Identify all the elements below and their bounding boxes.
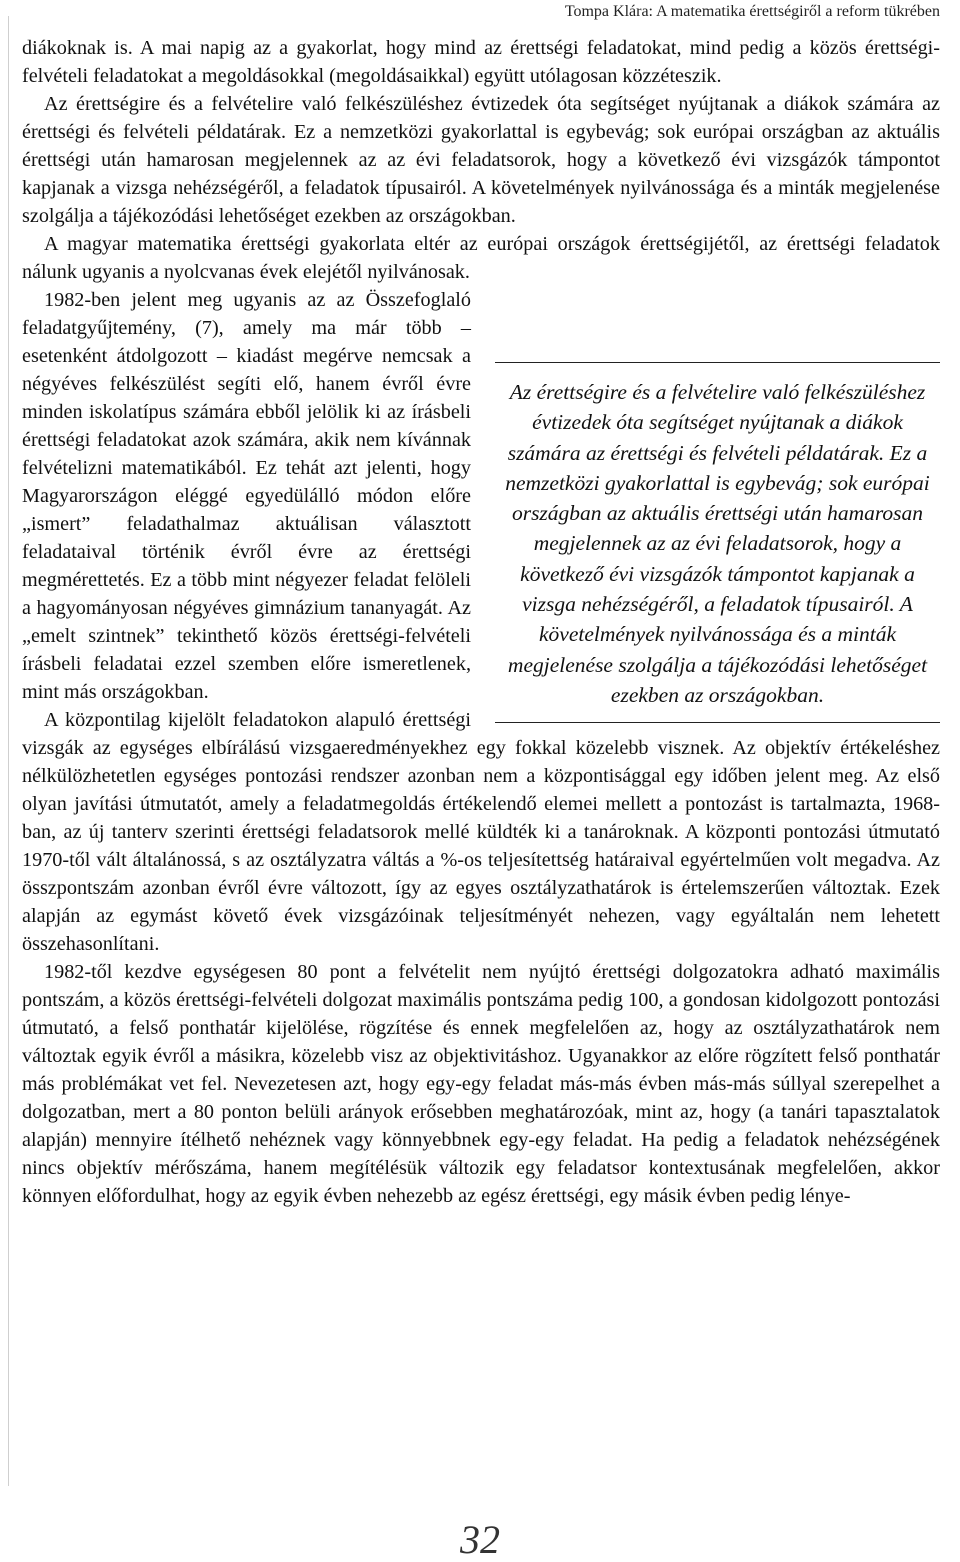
paragraph-3: A magyar matematika érettségi gyakorlata eltér az európai országok érettségijétől, az érettségi feladatok nálunk ugyanis a nyolcvanas évek elejétől nyilvánosak. <box>22 233 940 283</box>
margin-rule <box>8 16 9 1486</box>
paragraph-4: 1982-ben jelent meg ugyanis az az Összefoglaló feladatgyűjtemény, (7), amely ma már több – esetenként átdolgozott – kiadást megérve nemcsak a négyéves felkészülést segíti elő, hanem évről évre minden iskolatípus számára ebből jelölik ki az írásbeli érettségi feladatokat azok számára, akik nem kívánnak felvételizni matematikából. Ez tehát azt jelenti, hogy Magyarországon eléggé egyedülálló módon előre „ismert” feladathalmaz aktuálisan választott feladataival történik évről évre az érettségi megmérettetés. Ez a több mint négyezer feladat felöleli a hagyományosan négyéves gimnázium tananyagát. Az „emelt szintnek” tekinthető közös érettségi-felvételi írásbeli feladatai ezzel szemben előre ismeretlenek, mint más országokban. <box>22 289 471 703</box>
paragraph-5: A központilag kijelölt feladatokon alapuló érettségi vizsgák az egységes elbírálású vizsgaeredményekhez egy fokkal közelebb visznek. Az objektív értékeléshez nélkülözhetetlen egységes pontozási rendszer azonban nem a központisággal egy időben jelent meg. Az első olyan javítási útmutatót, amely a feladatmegoldás értékelendő elemei mellett a pontozást is tartalmazta, 1968-ban, az új tanterv szerinti érettségi feladatsorok mellé küldték ki a tanároknak. A központi pontozási útmutató 1970-től vált általánossá, s az osztályzatra váltás a %-os teljesítettség határaival egyértelműen volt megadva. Az összpontszám azonban évről évre változott, így az egyes osztályzathatárok is értelemszerűen változtak. Ezek alapján az egymást követő évek vizsgázóinak teljesítményét nehezen, vagy egyáltalán nem lehetett összehasonlítani. <box>22 709 940 955</box>
paragraph-2: Az érettségire és a felvételire való felkészüléshez évtizedek óta segítséget nyújtanak a diákok számára az érettségi és felvételi példatárak. Ez a nemzetközi gyakorlattal is egybevág; sok európai országban az aktuális érettségi után hamarosan megjelennek az az évi feladatsorok, hogy a következő évi vizsgázók támpontot kapjanak a vizsga nehézségéről, a feladatok típusairól. A követelmények nyilvánossága és a minták megjelenése szolgálja a tájékozódási lehetőséget ezekben az országokban. <box>22 93 940 227</box>
running-header: Tompa Klára: A matematika érettségiről a reform tükrében <box>564 3 940 20</box>
pull-quote: Az érettségire és a felvételire való felkészüléshez évtizedek óta segítséget nyújtanak a diákok számára az érettségi és felvételi példatárak. Ez a nemzetközi gyakorlattal is egybevág; sok európai országban az aktuális érettségi után hamarosan megjelennek az az évi feladatsorok, hogy a következő évi vizsgázók támpontot kapjanak a vizsga nehézségéről, a feladatok típusairól. A követelmények nyilvánossága és a minták megjelenése szolgálja a tájékozódási lehetőséget ezekben az országokban. <box>495 362 940 723</box>
page-number: 32 <box>460 1517 500 1562</box>
paragraph-6: 1982-től kezdve egységesen 80 pont a felvételit nem nyújtó érettségi dolgozatokra adható maximális pontszám, a közös érettségi-felvételi dolgozat maximális pontszáma pedig 100, a gondosan kidolgozott pontozási útmutató, a felső ponthatár kijelölése, rögzítése és ennek megfelelően az, hogy az osztályzathatárok nem változtak egyik évről a másikra, közelebb visz az objektivitáshoz. Ugyanakkor az előre rögzített felső ponthatár más problémákat vet fel. Nevezetesen azt, hogy egy-egy feladat más-más évben más-más súllyal szerepelhet a dolgozatban, mert a 80 ponton belüli arányok erősebben meghatározóak, mint az, hogy (a tanári tapasztalatok alapján) mennyire ítélhető nehéznek vagy könnyebbnek egy-egy feladat. Ha pedig a feladatok nehézségének nincs objektív mérőszáma, hanem megítélésük változik egy feladatsor kontextusának megfelelően, akkor könnyen előfordulhat, hogy az egyik évben nehezebb az egész érettségi, egy másik évben pedig lénye- <box>22 961 940 1207</box>
article-body <box>22 34 940 1210</box>
paragraph-1: diákoknak is. A mai napig az a gyakorlat, hogy mind az érettségi feladatokat, mind pedig a közös érettségi-felvételi feladatokat a megoldásokkal (megoldásaikkal) együtt utólagosan közzéteszik. <box>22 37 940 87</box>
